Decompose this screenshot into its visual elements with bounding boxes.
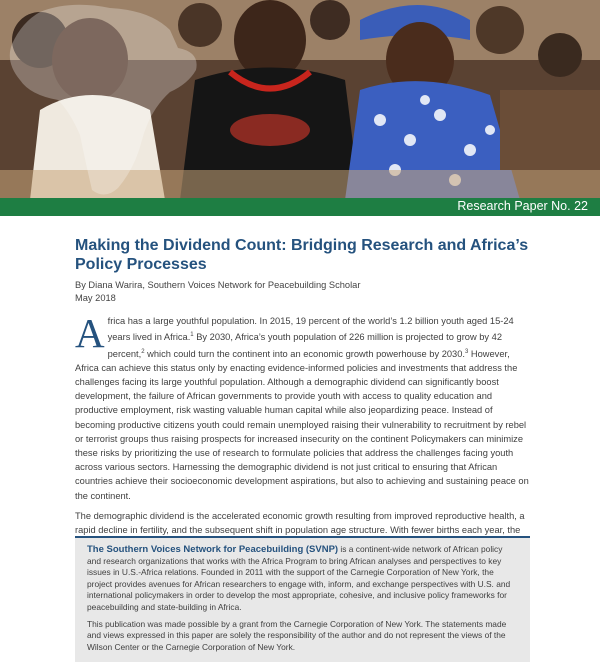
p1-segment-a: frica has a large youthful population. In 2015, 19 percent of the world’s 1.2 billion youth aged 15-24 years lived in Africa. [107,316,514,343]
funding-statement: This publication was made possible by a grant from the Carnegie Corporation of New York. The statements made and views expressed in this paper are solely the responsibility of the author and do not represent the views of the Wilson Center or the Carnegie Corporation of New York. [87,618,507,652]
paragraph-1 [75,310,530,503]
cover-photo [0,0,600,200]
byline: By Diana Warira, Southern Voices Network for Peacebuilding Scholar [75,280,361,290]
drop-cap: A [75,310,105,356]
p1-segment-c: which could turn the continent into an economic growth powerhouse by 2030. [144,348,465,359]
p1-segment-b: By 2030, Africa’s youth population of 226 million is projected to grow by 42 percent, [107,332,502,359]
svnp-name: The Southern Voices Network for Peacebuilding (SVNP) [87,544,339,555]
series-label: Research Paper No. 22 [457,199,588,213]
svnp-text: is a continent-wide network of African policy and research organizations that works with the Africa Program to bring African analyses and perspectives to key issues in U.S.-Africa relations. Founded in 2011 with the support of the Carnegie Corporation of New York, the project provides avenues for African researchers to engage with, inform, and exchange perspectives with U.S. and international policymakers in order to develop the most appropriate, cohesive, and inclusive policy frameworks for peacebuilding and state-building in Africa. [87,544,511,612]
paper-title: Making the Dividend Count: Bridging Research and Africa’s Policy Processes [75,237,529,273]
series-band [0,198,600,216]
africa-map-overlay [0,0,600,200]
p1-segment-d: However, Africa can achieve this status only by enacting evidence-informed policies and investments that address the challenges facing its large youthful population. Although a demographic dividend can significantly boost development, the failure of African governments to provide youth with access to quality education and productive employment, risk wasting valuable human capital while also jeopardizing peace. Instead of becoming productive citizens youth could remain unemployed raising their vulnerability to recruitment by rebel or terrorist groups thus raising prospects for increased insecurity on the continent Policymakers can minimize these risks by prioritizing the use of research to formulate policies that address the challenges facing youth across various sectors. Harnessing the demographic dividend is not just critical to ensuring that African countries achieve their socioeconomic development aspirations, but also to achieving and sustaining peace on the continent. [75,348,529,501]
paragraph-2: The demographic dividend is the accelerated economic growth resulting from improved reproductive health, a rapid decline in fertility, and the subsequent shift in population age structure. With fewer births each year, the [75,510,525,536]
publication-date: May 2018 [75,293,116,303]
svnp-description [87,544,518,614]
footnote-ref-1: 1 [190,332,194,339]
body-text [75,310,530,543]
footnote-ref-2: 2 [141,348,145,355]
footnote-ref-3: 3 [464,348,469,355]
svnp-info-box [75,536,530,662]
